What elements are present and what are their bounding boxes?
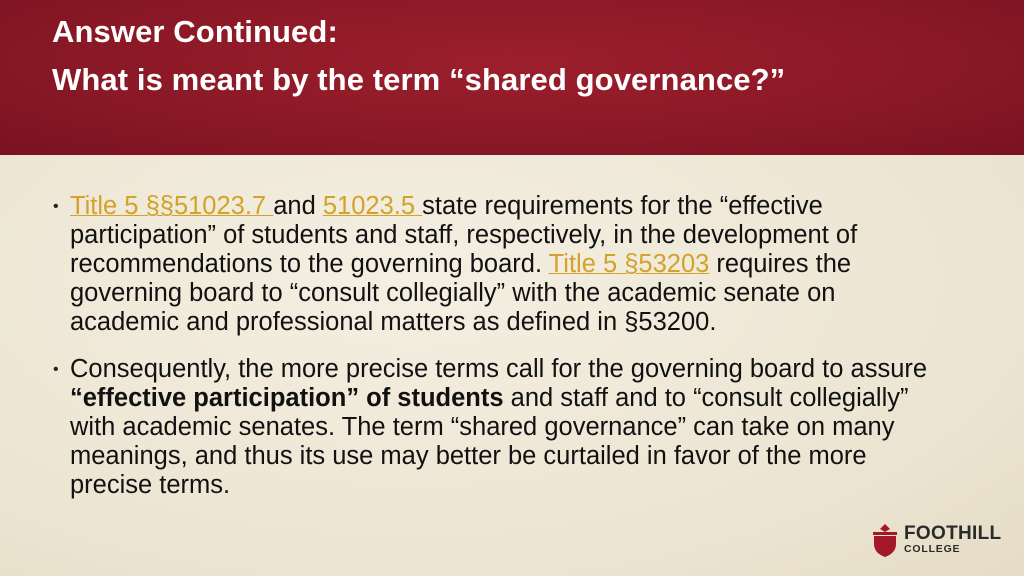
- foothill-college-logo: [870, 523, 1010, 557]
- link-title5-53203[interactable]: Title 5 §53203: [548, 250, 710, 278]
- bullet-list: [48, 192, 938, 518]
- page-title-line-2: What is meant by the term “shared governance?”: [52, 62, 786, 97]
- bullet-text: and staff and to “consult collegially” with academic senates. The term “shared governance” can take on many meanings, and thus its use may better be curtailed in favor of the more precise terms.: [70, 384, 909, 499]
- logo-subtitle: COLLEGE: [904, 543, 961, 555]
- acorn-shield-icon: [870, 523, 900, 557]
- bullet-text: Consequently, the more precise terms call for the governing board to assure: [70, 355, 928, 383]
- bullet-text: requires the governing board to “consult collegially” with the academic senate on academic and professional matters as defined in §53200.: [70, 250, 852, 336]
- link-title5-51023-7[interactable]: Title 5 §§51023.7: [70, 192, 274, 220]
- bullet-dot-icon: •: [53, 198, 59, 215]
- bullet-item-title-5: [48, 192, 938, 337]
- logo-name: FOOTHILL: [904, 523, 1002, 544]
- bullet-text: state requirements for the “effective participation” of students and staff, respectively, in the development of recommendations to the governing board.: [70, 192, 858, 278]
- bold-emphasis: “effective participation” of students: [70, 384, 504, 412]
- page-title-line-1: Answer Continued:: [52, 14, 338, 49]
- title-banner: [0, 0, 1024, 155]
- bullet-text: and: [273, 192, 323, 220]
- link-51023-5[interactable]: 51023.5: [322, 192, 423, 220]
- bullet-dot-icon: •: [53, 361, 59, 378]
- bullet-item-consequently: [48, 355, 938, 500]
